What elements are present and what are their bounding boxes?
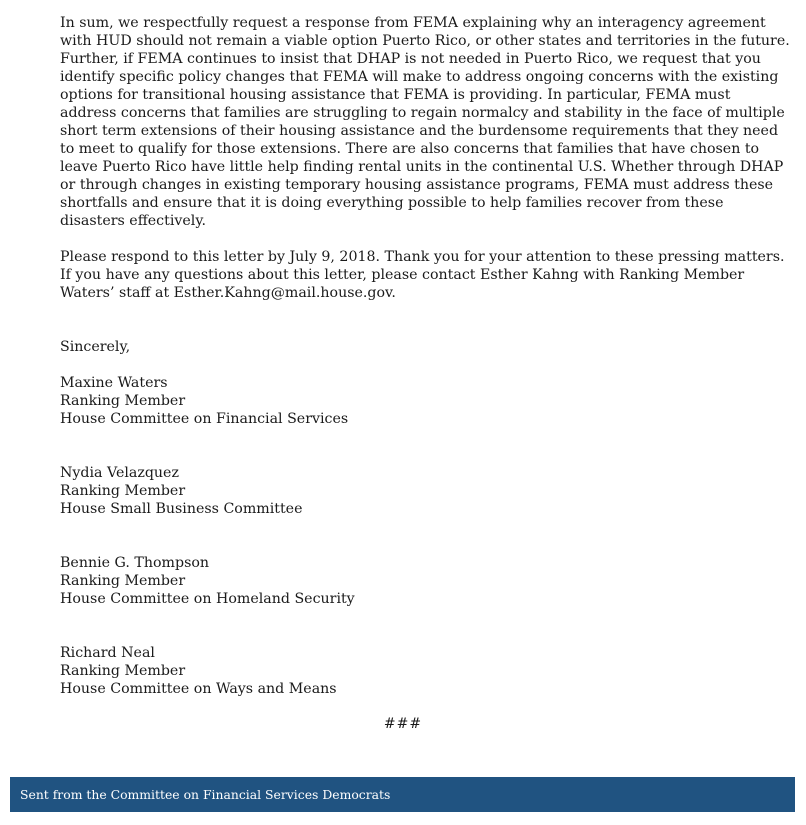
paragraph-request: In sum, we respectfully request a response from FEMA explaining why an interagency agreement with HUD should not remain a viable option Puerto Rico, or other states and territories in the future. Further, if FEMA continues to insist that DHAP is not needed in Puerto Rico, we request that you identify specific policy changes that FEMA will make to address ongoing concerns with the existing options for transitional housing assistance that FEMA is providing. In particular, FEMA must address concerns that families are struggling to regain normalcy and stability in the face of multiple short term extensions of their housing assistance and the burdensome requirements that they need to meet to qualify for those extensions. There are also concerns that families that have chosen to leave Puerto Rico have little help finding rental units in the continental U.S. Whether through DHAP or through changes in existing temporary housing assistance programs, FEMA must address these shortfalls and ensure that it is doing everything possible to help families recover from these disasters effectively. (60, 15, 790, 229)
signer-title: Ranking Member (60, 573, 186, 589)
signer-committee: House Small Business Committee (60, 501, 303, 517)
signature-block (60, 464, 790, 518)
paragraph-respond: Please respond to this letter by July 9, 2018. Thank you for your attention to these pressing matters. If you have any questions about this letter, please contact Esther Kahng with Ranking Member Waters’ staff at Esther.Kahng@mail.house.gov. (60, 249, 785, 301)
signer-title: Ranking Member (60, 393, 186, 409)
closing-salutation: Sincerely, (60, 339, 131, 355)
letter-body (60, 14, 790, 698)
signer-committee: House Committee on Financial Services (60, 411, 349, 427)
footer-text: Sent from the Committee on Financial Services Democrats (20, 787, 391, 802)
signer-committee: House Committee on Homeland Security (60, 591, 355, 607)
signer-name: Bennie G. Thompson (60, 555, 210, 571)
signature-block (60, 374, 790, 428)
end-mark: ### (383, 716, 423, 732)
signer-title: Ranking Member (60, 663, 186, 679)
signature-block (60, 644, 790, 698)
signature-block (60, 554, 790, 608)
signer-name: Nydia Velazquez (60, 465, 179, 481)
signer-committee: House Committee on Ways and Means (60, 681, 337, 697)
signer-title: Ranking Member (60, 483, 186, 499)
footer-bar (10, 777, 795, 812)
signer-name: Richard Neal (60, 645, 155, 661)
signer-name: Maxine Waters (60, 375, 168, 391)
